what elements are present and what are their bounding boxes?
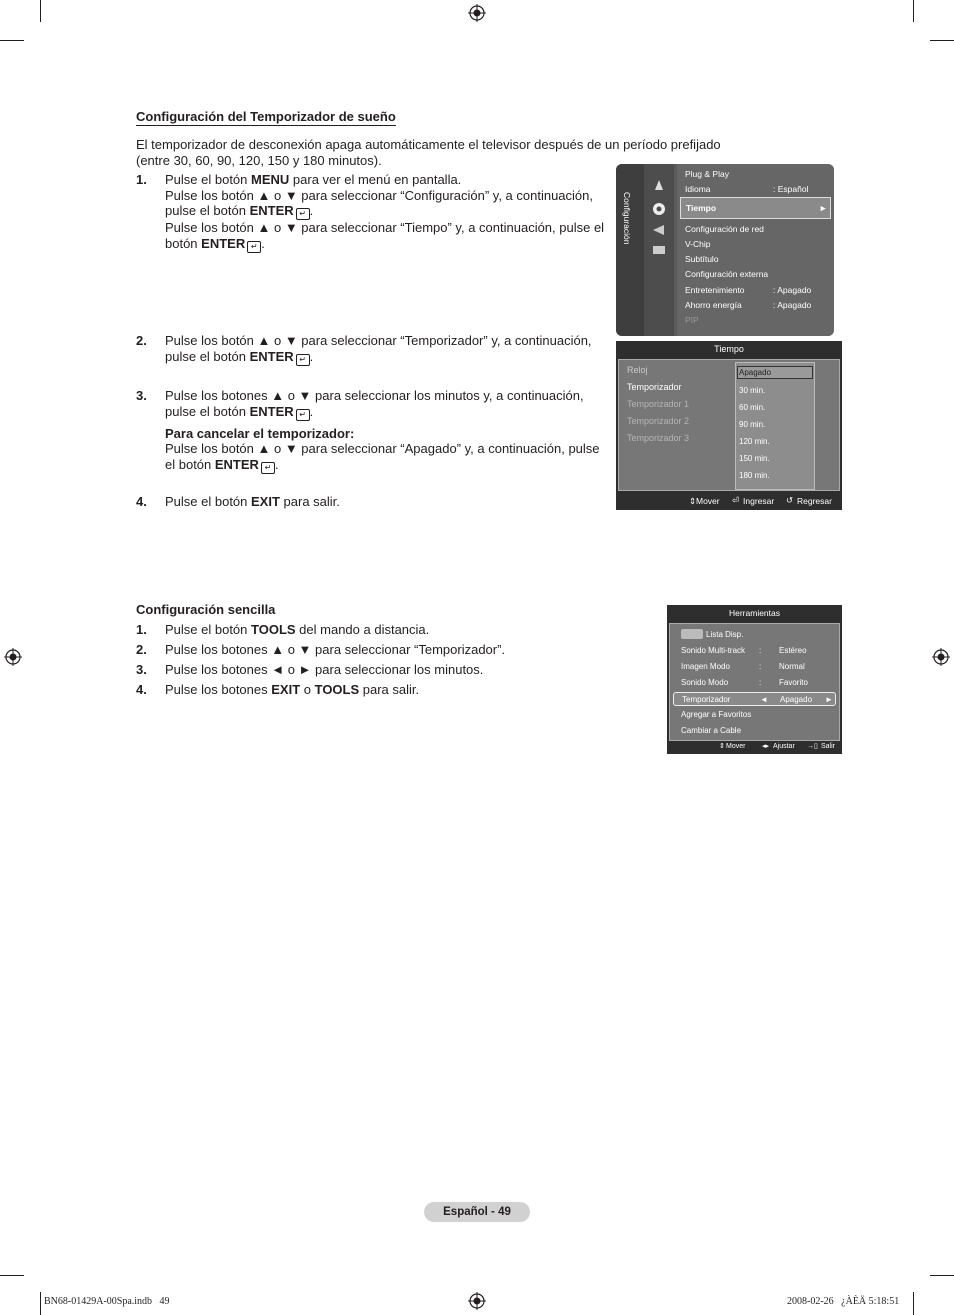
option-item[interactable]: 90 min. — [739, 420, 766, 429]
step-number: 2. — [136, 642, 147, 657]
menu-item-selected[interactable]: Temporizador — [627, 382, 682, 392]
menu-item-label: Ahorro energía — [685, 300, 742, 310]
menu-footer — [616, 492, 842, 510]
menu-item[interactable]: Reloj — [627, 365, 648, 375]
crop-mark — [0, 40, 24, 41]
return-icon: ↺ — [786, 495, 794, 505]
crop-mark — [930, 40, 954, 41]
menu-side-label: Configuración — [622, 192, 632, 245]
footer-move: Mover — [696, 496, 720, 506]
menu-item[interactable] — [677, 224, 834, 238]
tools-row-selected[interactable] — [673, 692, 836, 706]
menu-item-label: Configuración externa — [685, 269, 769, 279]
tools-row[interactable] — [673, 676, 836, 690]
menu-icon-column — [644, 164, 674, 336]
registration-mark-icon — [468, 1292, 486, 1310]
tools-row-value: Favorito — [779, 678, 808, 687]
menu-title: Herramientas — [728, 608, 781, 618]
registration-mark-icon — [4, 648, 22, 666]
tools-row-label: Sonido Multi-track — [681, 646, 746, 655]
easy-step-3: Pulse los botones ◄ o ► para seleccionar los minutos. — [165, 662, 484, 677]
tools-row-label: Temporizador — [682, 695, 731, 704]
enter-icon: ↵ — [261, 462, 275, 474]
tools-row-label: Imagen Modo — [681, 662, 730, 671]
tools-row-value: Estéreo — [779, 646, 807, 655]
move-icon: ⇕ — [719, 743, 725, 750]
crop-mark — [0, 1275, 24, 1276]
input-icon — [652, 224, 666, 236]
menu-item[interactable] — [677, 315, 834, 329]
exit-icon: →▯ — [807, 743, 818, 750]
gear-icon — [650, 200, 668, 218]
option-item[interactable]: 30 min. — [739, 386, 766, 395]
footer-exit: Salir — [821, 743, 836, 750]
tools-row-label: Sonido Modo — [681, 678, 729, 687]
menu-item-value: : Apagado — [773, 300, 812, 310]
tools-row-separator: : — [759, 662, 762, 671]
option-item[interactable]: 120 min. — [739, 437, 770, 446]
menu-item-value: : Apagado — [773, 285, 812, 295]
step-number: 2. — [136, 333, 147, 348]
footer-timestamp: 2008-02-26 ¿ÀÈÄ 5:18:51 — [787, 1296, 900, 1307]
time-menu-screenshot — [616, 341, 842, 510]
easy-step-1: Pulse el botón TOOLS del mando a distancia. — [165, 622, 430, 637]
menu-title: Tiempo — [714, 344, 744, 354]
menu-item[interactable] — [677, 285, 834, 299]
menu-body — [618, 359, 840, 491]
tools-row-label: Cambiar a Cable — [681, 726, 742, 735]
tools-row-separator: : — [759, 646, 762, 655]
option-item[interactable]: 180 min. — [739, 471, 770, 480]
section-title: Configuración sencilla — [136, 602, 276, 617]
step-number: 1. — [136, 172, 147, 187]
registration-mark-icon — [468, 4, 486, 22]
crop-mark — [930, 1275, 954, 1276]
menu-side-bar — [616, 164, 644, 336]
move-icon: ⇕ — [689, 496, 697, 506]
tools-row-value: Normal — [779, 662, 805, 671]
enter-icon: ↵ — [296, 354, 310, 366]
menu-item[interactable] — [677, 254, 834, 268]
step-2: Pulse los botón ▲ o ▼ para seleccionar “Temporizador” y, a continuación, pulse el botón ENTER ↵ . — [165, 333, 592, 364]
footer-move: Mover — [726, 743, 746, 750]
footer-file-name: BN68-01429A-00Spa.indb 49 — [44, 1296, 170, 1307]
menu-body — [669, 623, 840, 741]
enter-icon: ↵ — [296, 208, 310, 220]
menu-item[interactable]: Temporizador 1 — [627, 399, 690, 409]
step-4: Pulse el botón EXIT para salir. — [165, 494, 340, 509]
menu-item-label: Tiempo — [686, 203, 717, 213]
intro-line: (entre 30, 60, 90, 120, 150 y 180 minutos). — [136, 152, 382, 168]
picture-icon — [652, 178, 666, 192]
menu-item-label: Configuración de red — [685, 224, 764, 234]
menu-item-label: Idioma — [685, 184, 711, 194]
menu-item-label: V-Chip — [685, 239, 711, 249]
menu-item[interactable] — [677, 269, 834, 283]
application-icon — [652, 244, 666, 256]
crop-mark — [40, 1292, 41, 1315]
footer-enter: Ingresar — [743, 496, 775, 506]
crop-mark — [913, 1292, 914, 1315]
tools-row[interactable] — [673, 708, 836, 722]
menu-item[interactable] — [677, 169, 834, 183]
menu-item-label: PIP — [685, 315, 699, 325]
menu-item[interactable] — [677, 239, 834, 253]
step-number: 3. — [136, 388, 147, 403]
option-dropdown[interactable] — [735, 362, 815, 490]
intro-line: El temporizador de desconexión apaga automáticamente el televisor después de un período prefijado — [136, 137, 721, 152]
menu-item[interactable]: Temporizador 3 — [627, 433, 690, 443]
step-number: 3. — [136, 662, 147, 677]
footer-adjust: Ajustar — [773, 743, 795, 750]
step-1: Pulse el botón MENU para ver el menú en pantalla. Pulse los botón ▲ o ▼ para seleccionar “Configuración” y, a continuación, pulse el botón ENTER ↵ . Pulse los botón ▲ o ▼ para seleccionar “Tiempo” y, a continuación, pulse el botón ENTER ↵ . — [165, 172, 605, 251]
tools-row-label: Agregar a Favoritos — [681, 710, 752, 719]
option-item[interactable]: 60 min. — [739, 403, 766, 412]
tools-row[interactable] — [673, 660, 836, 674]
tools-row-arrow[interactable]: ► — [825, 695, 833, 704]
footer-back: Regresar — [797, 496, 832, 506]
step-3: Pulse los botones ▲ o ▼ para seleccionar los minutos y, a continuación, pulse el botón ENTER ↵ . Para cancelar el temporizador: Pulse los botón ▲ o ▼ para seleccionar “Apagado” y, a continuación, pulse el botón ENTER ↵ . — [165, 388, 600, 472]
menu-footer — [667, 741, 842, 754]
menu-item[interactable]: Temporizador 2 — [627, 416, 690, 426]
tools-row-value: Apagado — [780, 695, 813, 704]
tools-menu-screenshot — [667, 605, 842, 754]
adjust-icon: ◂▸ — [762, 743, 770, 750]
list-label[interactable]: Lista Disp. — [706, 630, 744, 639]
enter-icon: ↵ — [296, 409, 310, 421]
menu-item-label: Subtítulo — [685, 254, 719, 264]
step-number: 4. — [136, 682, 147, 697]
tools-row[interactable] — [673, 724, 836, 738]
page-number: Español - 49 — [424, 1202, 530, 1222]
easy-step-4: Pulse los botones EXIT o TOOLS para salir. — [165, 682, 420, 697]
crop-mark — [913, 0, 914, 22]
crop-mark — [40, 0, 41, 22]
option-item[interactable]: 150 min. — [739, 454, 770, 463]
option-item[interactable]: Apagado — [739, 368, 772, 377]
menu-item-value: : Español — [773, 184, 809, 194]
setup-menu-screenshot — [616, 164, 834, 336]
tools-row-separator: : — [759, 678, 762, 687]
enter-icon: ⏎ — [732, 495, 740, 505]
registration-mark-icon — [932, 648, 950, 666]
menu-item[interactable] — [677, 300, 834, 314]
section-title: Configuración del Temporizador de sueño — [136, 109, 396, 124]
menu-item-value: ► — [819, 203, 828, 213]
menu-list — [677, 164, 834, 336]
menu-item[interactable] — [677, 184, 834, 198]
menu-item-label: Plug & Play — [685, 169, 729, 179]
menu-item-selected[interactable] — [680, 197, 831, 219]
step-number: 1. — [136, 622, 147, 637]
enter-icon: ↵ — [247, 241, 261, 253]
step-number: 4. — [136, 494, 147, 509]
tools-row-separator: ◄ — [760, 695, 768, 704]
anynet-logo-icon — [681, 629, 703, 639]
tools-row[interactable] — [673, 644, 836, 658]
menu-item-label: Entretenimiento — [685, 285, 745, 295]
easy-step-2: Pulse los botones ▲ o ▼ para seleccionar “Temporizador”. — [165, 642, 506, 657]
